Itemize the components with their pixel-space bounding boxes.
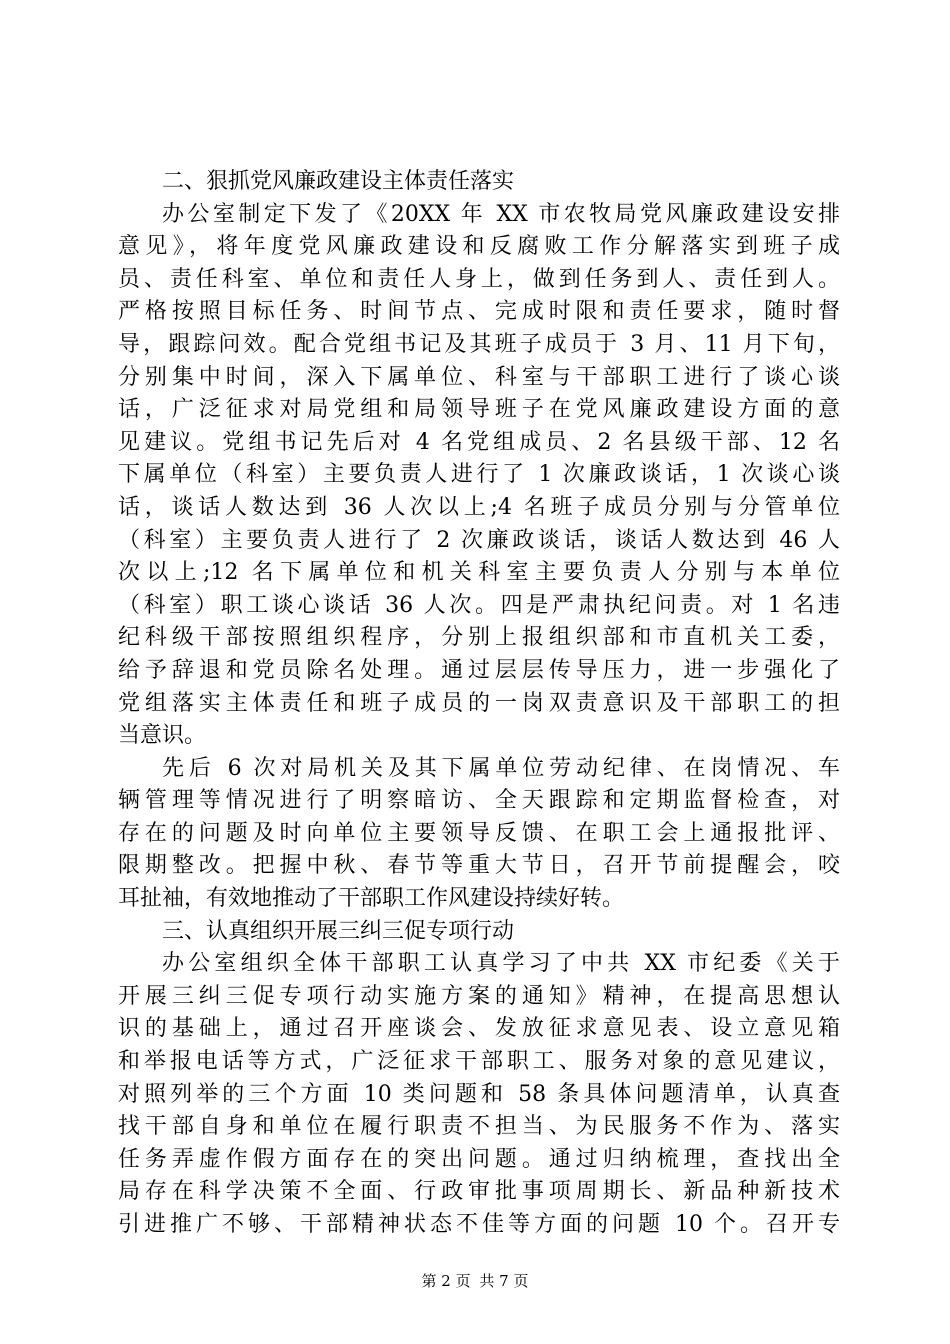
paragraph-line: 纪科级干部按照组织程序，分别上报组织部和市直机关工委， <box>118 625 840 651</box>
section-heading-2: 二、狠抓党风廉政建设主体责任落实 <box>162 169 515 194</box>
paragraph-line: 话，谈话人数达到 36 人次以上;4 名班子成员分别与分管单位 <box>118 494 840 520</box>
paragraph-line: 话，广泛征求对局党组和局领导班子在党风廉政建设方面的意 <box>118 397 840 423</box>
paragraph-line: （科室）主要负责人进行了 2 次廉政谈话，谈话人数达到 46 人 <box>118 527 840 553</box>
paragraph-line: 对照列举的三个方面 10 类问题和 58 条具体问题清单，认真查 <box>118 1081 840 1107</box>
paragraph-line: 局存在科学决策不全面、行政审批事项周期长、新品种新技术 <box>118 1179 840 1205</box>
paragraph-line: 当意识。 <box>118 723 207 749</box>
page-total: 共 7 页 <box>479 1272 529 1290</box>
paragraph-line: 见建议。党组书记先后对 4 名党组成员、2 名县级干部、12 名 <box>118 429 840 455</box>
paragraph-line: 办公室组织全体干部职工认真学习了中共 XX 市纪委《关于 <box>162 951 840 977</box>
paragraph-line: 下属单位（科室）主要负责人进行了 1 次廉政谈话，1 次谈心谈 <box>118 462 840 488</box>
paragraph-line: 任务弄虚作假方面存在的突出问题。通过归纳梳理，查找出全 <box>118 1146 840 1172</box>
paragraph-line: 分别集中时间，深入下属单位、科室与干部职工进行了谈心谈 <box>118 364 840 390</box>
page-footer <box>0 1271 950 1291</box>
page-number: 第 2 页 <box>421 1272 471 1290</box>
paragraph-line: 引进推广不够、干部精神状态不佳等方面的问题 10 个。召开专 <box>118 1212 840 1237</box>
paragraph-line: 开展三纠三促专项行动实施方案的通知》精神，在提高思想认 <box>118 983 840 1009</box>
paragraph-line: 党组落实主体责任和班子成员的一岗双责意识及干部职工的担 <box>118 690 840 716</box>
paragraph-line: 导，跟踪问效。配合党组书记及其班子成员于 3 月、11 月下旬， <box>118 331 840 357</box>
paragraph-line: 先后 6 次对局机关及其下属单位劳动纪律、在岗情况、车 <box>162 755 840 781</box>
paragraph-line: 严格按照目标任务、时间节点、完成时限和责任要求，随时督 <box>118 299 840 325</box>
paragraph-line: 给予辞退和党员除名处理。通过层层传导压力，进一步强化了 <box>118 657 840 683</box>
paragraph-line: 辆管理等情况进行了明察暗访、全天跟踪和定期监督检查，对 <box>118 788 840 814</box>
paragraph-line: 限期整改。把握中秋、春节等重大节日，召开节前提醒会，咬 <box>118 853 840 879</box>
paragraph-line: 意见》，将年度党风廉政建设和反腐败工作分解落实到班子成 <box>118 234 840 260</box>
paragraph-line: 识的基础上，通过召开座谈会、发放征求意见表、设立意见箱 <box>118 1016 840 1042</box>
paragraph-line: 存在的问题及时向单位主要领导反馈、在职工会上通报批评、 <box>118 820 840 846</box>
paragraph-line: 次以上;12 名下属单位和机关科室主要负责人分别与本单位 <box>118 560 840 586</box>
paragraph-line: 找干部自身和单位在履行职责不担当、为民服务不作为、落实 <box>118 1114 840 1140</box>
paragraph-line: 和举报电话等方式，广泛征求干部职工、服务对象的意见建议， <box>118 1049 840 1075</box>
section-heading-3: 三、认真组织开展三纠三促专项行动 <box>162 918 515 944</box>
document-body <box>118 166 840 1242</box>
paragraph-line: 办公室制定下发了《20XX 年 XX 市农牧局党风廉政建设安排 <box>162 201 840 227</box>
paragraph-line: 员、责任科室、单位和责任人身上，做到任务到人、责任到人。 <box>118 266 840 292</box>
paragraph-line: 耳扯袖，有效地推动了干部职工作风建设持续好转。 <box>118 886 625 912</box>
paragraph-line: （科室）职工谈心谈话 36 人次。四是严肃执纪问责。对 1 名违 <box>118 592 840 618</box>
